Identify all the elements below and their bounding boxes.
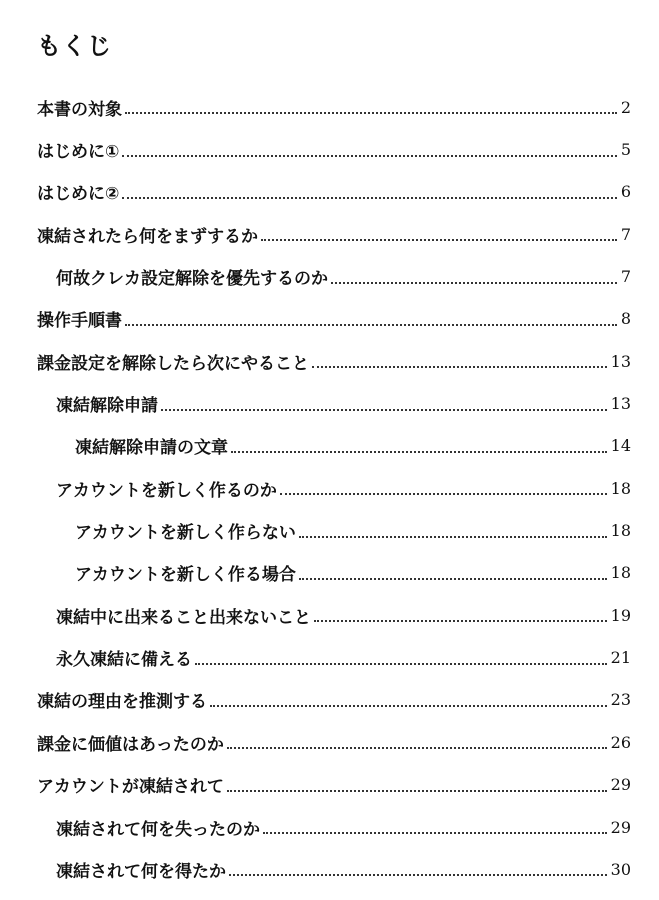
toc-dot-leader — [261, 239, 617, 241]
toc-entry[interactable] — [0, 764, 659, 806]
toc-dot-leader — [122, 197, 616, 199]
toc-dot-leader — [331, 282, 617, 284]
toc-page-number: 21 — [610, 648, 631, 668]
toc-entry[interactable] — [0, 86, 659, 128]
toc-page-number: 26 — [610, 732, 631, 752]
toc-entry[interactable] — [0, 298, 659, 340]
toc-entry[interactable] — [0, 679, 659, 721]
toc-entry[interactable] — [0, 509, 659, 551]
toc-dot-leader — [161, 409, 607, 411]
toc-entry-label: アカウントを新しく作るのか — [56, 480, 277, 501]
toc-page-number: 18 — [610, 521, 631, 541]
toc-page-number: 19 — [610, 605, 631, 625]
toc-entry-label: 操作手順書 — [37, 311, 122, 332]
toc-entry-label: 凍結されて何を失ったのか — [56, 819, 260, 840]
toc-entry[interactable] — [0, 806, 659, 848]
toc-entry[interactable] — [0, 128, 659, 170]
toc-entry-label: アカウントを新しく作る場合 — [75, 565, 296, 586]
toc-dot-leader — [125, 324, 617, 326]
toc-entry-label: アカウントを新しく作らない — [75, 523, 296, 544]
toc-entry-label: 課金に価値はあったのか — [37, 734, 224, 755]
toc-dot-leader — [210, 705, 607, 707]
toc-entry[interactable] — [0, 848, 659, 890]
toc-entry[interactable] — [0, 340, 659, 382]
toc-entry[interactable] — [0, 382, 659, 424]
toc-page-number: 29 — [610, 775, 631, 795]
toc-dot-leader — [312, 366, 607, 368]
toc-entry-label: 凍結中に出来ること出来ないこと — [56, 607, 311, 628]
toc-entry-label: 課金設定を解除したら次にやること — [37, 353, 309, 374]
toc-entry-label: はじめに① — [37, 142, 120, 163]
page-title: もくじ — [37, 32, 112, 60]
toc-entry[interactable] — [0, 552, 659, 594]
toc-page-number: 2 — [620, 97, 631, 117]
toc-dot-leader — [299, 536, 607, 538]
toc-dot-leader — [227, 747, 607, 749]
toc-dot-leader — [314, 620, 607, 622]
toc-dot-leader — [263, 832, 607, 834]
toc-page-number: 18 — [610, 478, 631, 498]
toc-entry[interactable] — [0, 594, 659, 636]
toc-entry[interactable] — [0, 213, 659, 255]
table-of-contents — [0, 86, 659, 891]
toc-entry[interactable] — [0, 636, 659, 678]
toc-dot-leader — [227, 790, 607, 792]
toc-dot-leader — [122, 155, 616, 157]
toc-page-number: 14 — [610, 436, 631, 456]
toc-dot-leader — [280, 493, 607, 495]
toc-entry[interactable] — [0, 467, 659, 509]
toc-entry-label: 凍結解除申請の文章 — [75, 438, 228, 459]
toc-entry-label: アカウントが凍結されて — [37, 777, 224, 798]
toc-entry[interactable] — [0, 721, 659, 763]
toc-entry[interactable] — [0, 425, 659, 467]
toc-page-number: 5 — [620, 140, 631, 160]
toc-dot-leader — [299, 578, 607, 580]
toc-entry-label: 何故クレカ設定解除を優先するのか — [56, 269, 328, 290]
toc-page-number: 13 — [610, 351, 631, 371]
toc-entry-label: 本書の対象 — [37, 99, 122, 120]
toc-entry[interactable] — [0, 255, 659, 297]
toc-entry-label: 凍結解除申請 — [56, 396, 158, 417]
toc-page-number: 7 — [620, 267, 631, 287]
toc-dot-leader — [231, 451, 607, 453]
toc-entry-label: 凍結されて何を得たか — [56, 861, 226, 882]
toc-page-number: 8 — [620, 309, 631, 329]
toc-page-number: 30 — [610, 859, 631, 879]
toc-entry[interactable] — [0, 171, 659, 213]
toc-page-number: 13 — [610, 394, 631, 414]
toc-entry-label: 凍結されたら何をまずするか — [37, 226, 258, 247]
toc-entry-label: はじめに② — [37, 184, 120, 205]
toc-page-number: 29 — [610, 817, 631, 837]
toc-entry-label: 永久凍結に備える — [56, 650, 192, 671]
toc-page-number: 6 — [620, 182, 631, 202]
toc-page-number: 23 — [610, 690, 631, 710]
toc-entry-label: 凍結の理由を推測する — [37, 692, 207, 713]
toc-dot-leader — [229, 874, 607, 876]
toc-page-number: 7 — [620, 224, 631, 244]
toc-page-number: 18 — [610, 563, 631, 583]
toc-dot-leader — [195, 663, 607, 665]
toc-dot-leader — [125, 112, 617, 114]
